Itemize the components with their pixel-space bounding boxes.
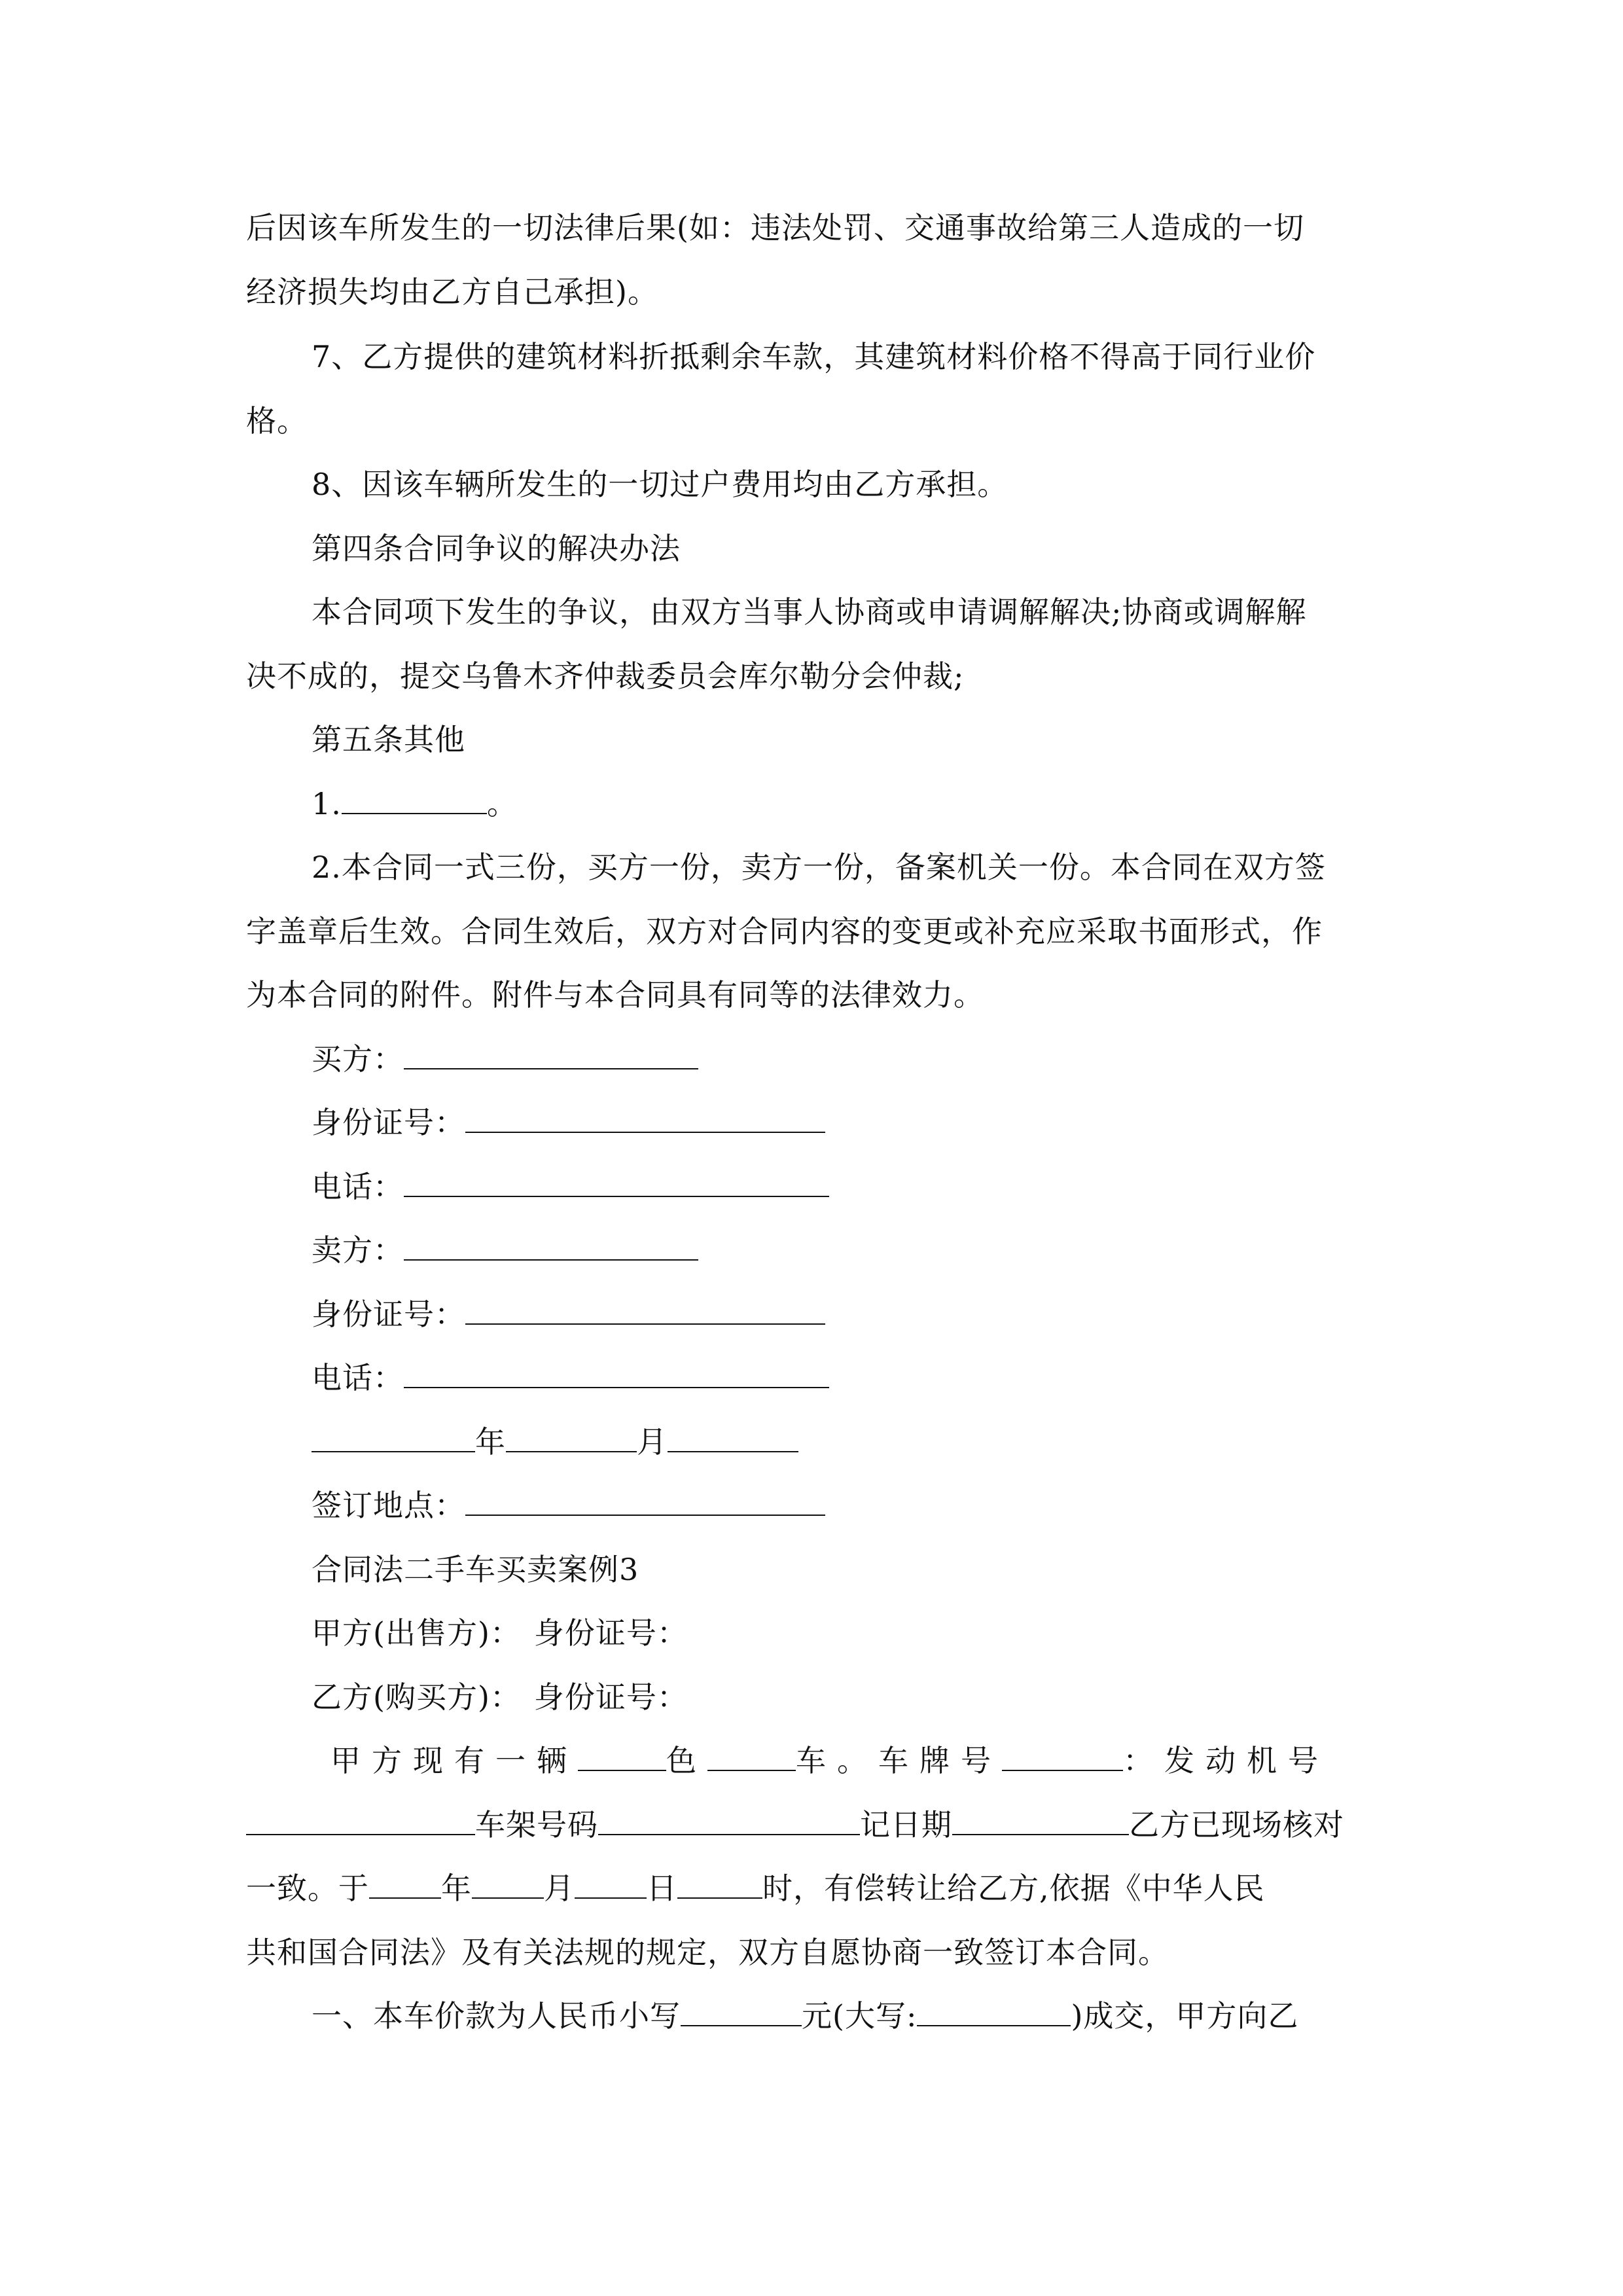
seller-id-line bbox=[312, 1295, 825, 1334]
seller-label: 卖方： bbox=[312, 1232, 404, 1268]
buyer-tel-line bbox=[312, 1167, 829, 1206]
buyer-label: 买方： bbox=[312, 1041, 404, 1077]
buyer-tel-label: 电话： bbox=[312, 1169, 404, 1204]
vehicle-text: 车。车牌号 bbox=[796, 1743, 1002, 1778]
t-month-field[interactable] bbox=[472, 1869, 544, 1899]
transfer-text: 一致。于 bbox=[246, 1871, 369, 1906]
price-text: 一、本车价款为人民币小写 bbox=[312, 1998, 681, 2034]
item-line bbox=[312, 784, 518, 823]
text-line: 后因该车所发生的一切法律后果(如：违法处罚、交通事故给第三人造成的一切 bbox=[246, 210, 1304, 245]
transfer-text: 月 bbox=[544, 1871, 575, 1906]
transfer-text: 日 bbox=[647, 1871, 677, 1906]
text-line: 字盖章后生效。合同生效后，双方对合同内容的变更或补充应采取书面形式，作 bbox=[246, 914, 1323, 949]
year-field[interactable] bbox=[312, 1422, 475, 1452]
reg-date-label: 记日期 bbox=[860, 1807, 952, 1842]
verify-text: 乙方已现场核对 bbox=[1129, 1807, 1344, 1842]
price-big-field[interactable] bbox=[917, 1996, 1071, 2026]
seller-id-field[interactable] bbox=[465, 1295, 825, 1325]
seller-line bbox=[312, 1230, 698, 1270]
vehicle-text: ：发动机号 bbox=[1123, 1743, 1329, 1778]
vin-label: 车架号码 bbox=[475, 1807, 598, 1842]
text-line: 7、乙方提供的建筑材料折抵剩余车款，其建筑材料价格不得高于同行业价 bbox=[312, 339, 1316, 374]
party-b-label: 乙方(购买方)： bbox=[312, 1679, 521, 1715]
item-end: 。 bbox=[486, 786, 518, 821]
price-text: )成交，甲方向乙 bbox=[1071, 1998, 1299, 2034]
vehicle-text: 色 bbox=[666, 1743, 707, 1778]
price-text: 元(大写: bbox=[802, 1998, 918, 2034]
buyer-field[interactable] bbox=[404, 1039, 698, 1069]
vehicle-text: 甲方现有一辆 bbox=[330, 1743, 578, 1778]
transfer-line bbox=[246, 1869, 1265, 1908]
vin-line bbox=[246, 1805, 1344, 1844]
buyer-id-field[interactable] bbox=[465, 1103, 825, 1133]
blank-field[interactable] bbox=[342, 784, 487, 814]
section-heading: 第五条其他 bbox=[312, 722, 465, 757]
buyer-tel-field[interactable] bbox=[404, 1167, 829, 1197]
sign-place-line bbox=[312, 1486, 825, 1525]
plate-field[interactable] bbox=[1002, 1741, 1123, 1771]
text-line: 2.本合同一式三份，买方一份，卖方一份，备案机关一份。本合同在双方签 bbox=[312, 850, 1326, 885]
date-line bbox=[312, 1422, 798, 1462]
color-field[interactable] bbox=[578, 1741, 666, 1771]
case-title: 合同法二手车买卖案例3 bbox=[312, 1552, 639, 1587]
party-a-line bbox=[312, 1613, 688, 1653]
month-label: 月 bbox=[637, 1424, 668, 1460]
section-heading: 第四条合同争议的解决办法 bbox=[312, 531, 681, 566]
text-line: 决不成的，提交乌鲁木齐仲裁委员会库尔勒分会仲裁; bbox=[246, 658, 965, 694]
text-line: 为本合同的附件。附件与本合同具有同等的法律效力。 bbox=[246, 977, 984, 1013]
sign-place-label: 签订地点： bbox=[312, 1488, 465, 1523]
price-small-field[interactable] bbox=[681, 1996, 802, 2026]
price-line bbox=[312, 1996, 1298, 2036]
sign-place-field[interactable] bbox=[465, 1486, 825, 1516]
text-line: 经济损失均由乙方自己承担)。 bbox=[246, 274, 658, 310]
seller-field[interactable] bbox=[404, 1230, 698, 1261]
t-year-field[interactable] bbox=[369, 1869, 441, 1899]
seller-tel-line bbox=[312, 1358, 829, 1397]
buyer-id-label: 身份证号： bbox=[312, 1105, 465, 1140]
text-line: 共和国合同法》及有关法规的规定，双方自愿协商一致签订本合同。 bbox=[246, 1935, 1169, 1970]
transfer-text: 时，有偿转让给乙方,依据《中华人民 bbox=[762, 1871, 1265, 1906]
type-field[interactable] bbox=[707, 1741, 796, 1771]
text-line: 格。 bbox=[246, 403, 308, 439]
vin-field[interactable] bbox=[598, 1805, 860, 1835]
party-a-label: 甲方(出售方)： bbox=[312, 1615, 521, 1651]
buyer-id-line bbox=[312, 1103, 825, 1142]
reg-date-field[interactable] bbox=[952, 1805, 1129, 1835]
buyer-line bbox=[312, 1039, 698, 1079]
text-line: 本合同项下发生的争议，由双方当事人协商或申请调解解决;协商或调解解 bbox=[312, 594, 1307, 630]
text-line: 8、因该车辆所发生的一切过户费用均由乙方承担。 bbox=[312, 467, 1008, 502]
t-hour-field[interactable] bbox=[677, 1869, 762, 1899]
seller-id-label: 身份证号： bbox=[312, 1297, 465, 1332]
day-field[interactable] bbox=[668, 1422, 798, 1452]
party-b-id-label: 身份证号： bbox=[533, 1679, 688, 1715]
transfer-text: 年 bbox=[441, 1871, 472, 1906]
seller-tel-label: 电话： bbox=[312, 1360, 404, 1395]
seller-tel-field[interactable] bbox=[404, 1358, 829, 1388]
vehicle-line bbox=[330, 1741, 1329, 1780]
party-a-id-label: 身份证号： bbox=[533, 1615, 688, 1651]
item-number: 1. bbox=[312, 786, 342, 821]
month-field[interactable] bbox=[506, 1422, 637, 1452]
t-day-field[interactable] bbox=[575, 1869, 647, 1899]
engine-no-field[interactable] bbox=[246, 1805, 475, 1835]
party-b-line bbox=[312, 1677, 688, 1717]
year-label: 年 bbox=[475, 1424, 506, 1460]
